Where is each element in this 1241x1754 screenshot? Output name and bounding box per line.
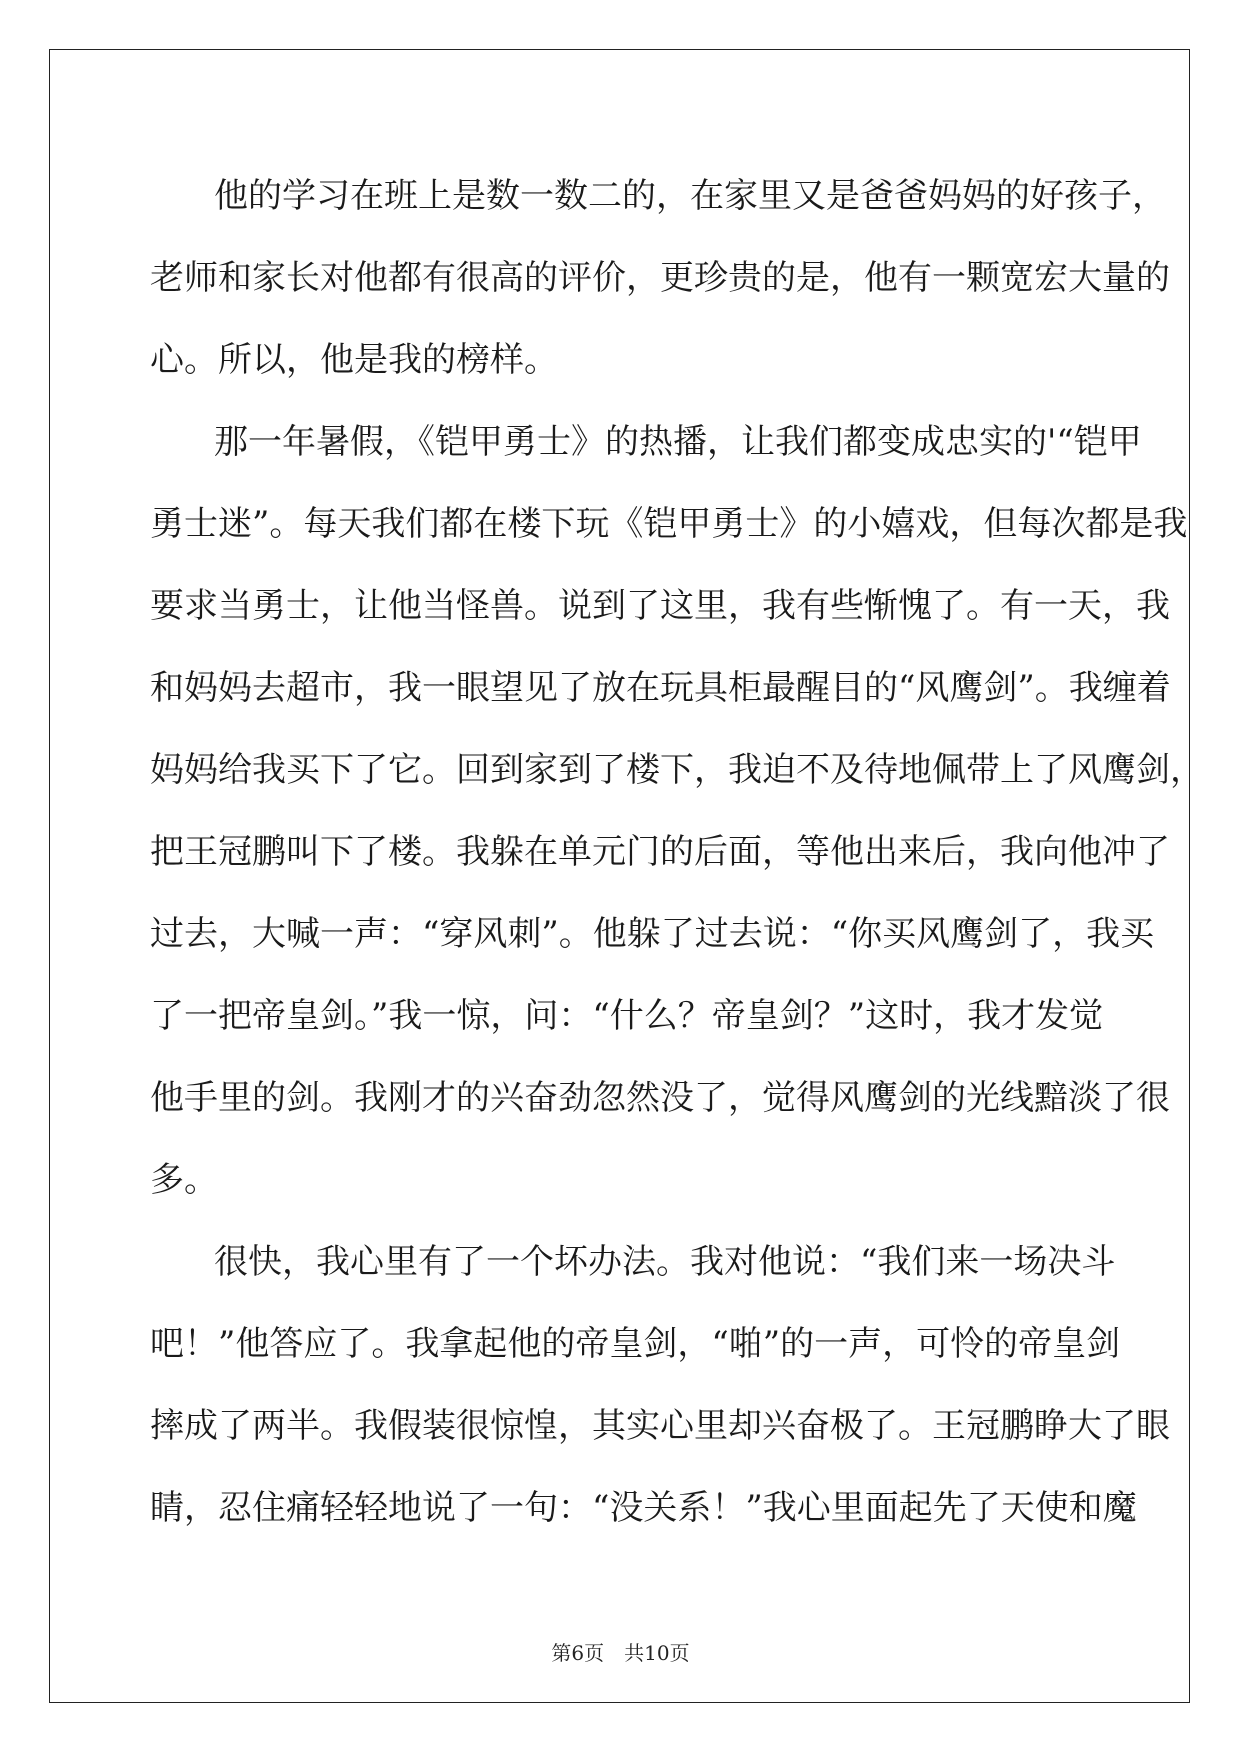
text-line: 多。 bbox=[150, 1160, 218, 1200]
text-line: 很快，我心里有了一个坏办法。我对他说：“我们来一场决斗 bbox=[214, 1242, 1116, 1282]
text-line: 睛，忍住痛轻轻地说了一句：“没关系！”我心里面起先了天使和魔 bbox=[150, 1488, 1137, 1528]
text-line: 妈妈给我买下了它。回到家到了楼下，我迫不及待地佩带上了风鹰剑， bbox=[150, 750, 1204, 790]
text-line: 摔成了两半。我假装很惊惶，其实心里却兴奋极了。王冠鹏睁大了眼 bbox=[150, 1406, 1170, 1446]
text-line: 他手里的剑。我刚才的兴奋劲忽然没了，觉得风鹰剑的光线黯淡了很 bbox=[150, 1078, 1170, 1118]
paragraph-2 bbox=[150, 401, 1204, 1221]
text-line: 把王冠鹏叫下了楼。我躲在单元门的后面，等他出来后，我向他冲了 bbox=[150, 832, 1170, 872]
text-line: 心。所以，他是我的榜样。 bbox=[150, 340, 558, 380]
text-line: 要求当勇士，让他当怪兽。说到了这里，我有些惭愧了。有一天，我 bbox=[150, 586, 1170, 626]
text-line: 那一年暑假，《铠甲勇士》的热播，让我们都变成忠实的'“铠甲 bbox=[214, 422, 1142, 462]
text-line: 了一把帝皇剑。”我一惊，问：“什么？帝皇剑？”这时，我才发觉 bbox=[150, 996, 1104, 1036]
text-line: 他的学习在班上是数一数二的，在家里又是爸爸妈妈的好孩子， bbox=[214, 176, 1166, 216]
text-line: 吧！”他答应了。我拿起他的帝皇剑，“啪”的一声，可怜的帝皇剑 bbox=[150, 1324, 1121, 1364]
text-line: 和妈妈去超市，我一眼望见了放在玩具柜最醒目的“风鹰剑”。我缠着 bbox=[150, 668, 1171, 708]
text-line: 老师和家长对他都有很高的评价，更珍贵的是，他有一颗宽宏大量的 bbox=[150, 258, 1170, 298]
text-line: 勇士迷”。每天我们都在楼下玩《铠甲勇士》的小嬉戏，但每次都是我 bbox=[150, 504, 1188, 544]
paragraph-3 bbox=[150, 1221, 1170, 1549]
document-body bbox=[150, 155, 1204, 1549]
page-footer: 第6页 共10页 bbox=[551, 1641, 690, 1665]
paragraph-1 bbox=[150, 155, 1170, 401]
text-line: 过去，大喊一声：“穿风刺”。他躲了过去说：“你买风鹰剑了，我买 bbox=[150, 914, 1155, 954]
